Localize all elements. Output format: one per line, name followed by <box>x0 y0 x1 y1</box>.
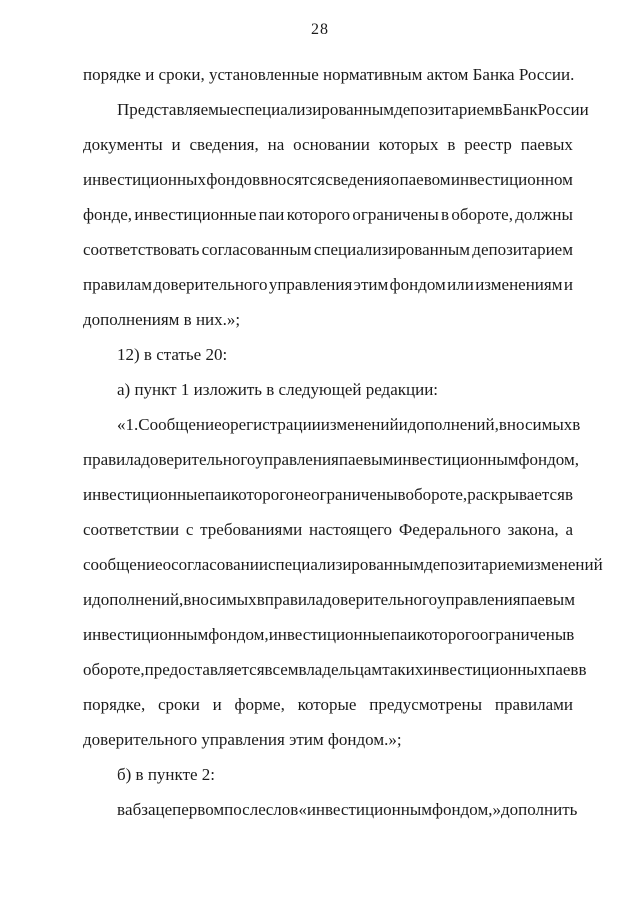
word: доверительного <box>153 275 268 294</box>
word: предусмотрены <box>369 695 483 714</box>
word: Федерального <box>398 520 501 539</box>
word: Банк <box>502 100 538 119</box>
word: в <box>494 100 503 119</box>
word: о <box>221 415 231 434</box>
word: в <box>564 485 573 504</box>
word: вносимых <box>498 415 573 434</box>
text-line: б) в пункте 2: <box>117 765 216 784</box>
text-line <box>83 232 573 267</box>
word: инвестиционные <box>83 485 206 504</box>
word: в <box>397 485 406 504</box>
word: фондом, <box>208 625 269 644</box>
word: обороте, <box>405 485 468 504</box>
word: сведения <box>325 170 391 189</box>
word: в <box>117 800 126 819</box>
word: не <box>294 485 312 504</box>
word: основании <box>293 135 370 154</box>
text-line: порядке и сроки, установленные нормативным актом Банка России. <box>83 65 575 84</box>
word: предоставляется <box>144 660 265 679</box>
word: и <box>212 695 222 714</box>
word: инвестиционном <box>450 170 573 189</box>
text-line: доверительного управления этим фондом.»; <box>83 730 402 749</box>
word: управления <box>268 275 353 294</box>
word: России <box>537 100 589 119</box>
text-line <box>83 267 573 302</box>
text-line <box>83 162 573 197</box>
word: а <box>565 520 573 539</box>
word: вносимых <box>183 590 257 609</box>
word: соответствовать <box>83 240 200 259</box>
word: управления <box>255 450 339 469</box>
word: должны <box>515 205 573 224</box>
word: паев <box>546 660 579 679</box>
word: паи <box>258 205 285 224</box>
word: всем <box>264 660 299 679</box>
word: владельцам <box>298 660 383 679</box>
word: инвестиционные <box>268 625 391 644</box>
word: и <box>398 415 408 434</box>
word: абзаце <box>125 800 173 819</box>
word: слов <box>265 800 299 819</box>
word: специализированным <box>237 100 395 119</box>
word: в <box>447 135 456 154</box>
word: или <box>447 275 474 294</box>
word: и <box>83 590 93 609</box>
word: в <box>441 205 450 224</box>
text-line <box>83 442 579 477</box>
word: документы <box>83 135 163 154</box>
text-line <box>83 547 603 582</box>
word: изменениям <box>475 275 563 294</box>
word: требованиями <box>200 520 303 539</box>
word: ограничены <box>479 625 567 644</box>
word: депозитарием <box>424 555 525 574</box>
word: в <box>578 660 587 679</box>
text-line: дополнениям в них.»; <box>83 310 241 329</box>
word: которого <box>286 205 351 224</box>
word: обороте, <box>451 205 513 224</box>
word: изменений <box>524 555 603 574</box>
word: инвестиционных <box>423 660 547 679</box>
text-line: а) пункт 1 изложить в следующей редакции: <box>117 380 439 399</box>
word: доверительного <box>141 450 256 469</box>
word: инвестиционным <box>83 625 209 644</box>
text-line <box>83 197 573 232</box>
text-line <box>83 407 581 442</box>
word: таких <box>382 660 424 679</box>
word: управления <box>437 590 521 609</box>
word: Представляемые <box>117 100 238 119</box>
word: «инвестиционным <box>298 800 433 819</box>
text-line <box>83 792 578 827</box>
word: и <box>171 135 181 154</box>
word: ограничены <box>311 485 398 504</box>
word: которого <box>230 485 295 504</box>
word: инвестиционных <box>83 170 206 189</box>
word: сроки <box>157 695 200 714</box>
word: вносятся <box>260 170 325 189</box>
word: этим <box>353 275 389 294</box>
word: соответствии <box>83 520 180 539</box>
word: фондов <box>206 170 261 189</box>
word: настоящего <box>308 520 393 539</box>
word: в <box>566 625 575 644</box>
word: депозитарием <box>472 240 573 259</box>
word: дополнить <box>501 800 578 819</box>
word: согласованным <box>201 240 312 259</box>
word: регистрации <box>230 415 321 434</box>
word: которые <box>297 695 357 714</box>
word: первом <box>172 800 225 819</box>
word: паевым <box>520 590 575 609</box>
word: паевом <box>399 170 451 189</box>
word: с <box>185 520 194 539</box>
word: фонде, <box>83 205 133 224</box>
word: фондом, <box>518 450 579 469</box>
word: согласовании <box>171 555 268 574</box>
word: правила <box>83 450 142 469</box>
text-line <box>83 582 573 617</box>
word: инвестиционные <box>134 205 257 224</box>
text-line <box>83 92 589 127</box>
word: раскрывается <box>467 485 565 504</box>
word: порядке, <box>83 695 146 714</box>
word: после <box>224 800 266 819</box>
text-line: 12) в статье 20: <box>117 345 228 364</box>
text-line <box>83 477 573 512</box>
word: сообщение <box>83 555 163 574</box>
word: паевым <box>338 450 394 469</box>
word: фондом <box>389 275 446 294</box>
text-line <box>83 127 573 162</box>
word: паи <box>205 485 231 504</box>
word: форме, <box>234 695 285 714</box>
word: о <box>162 555 172 574</box>
word: депозитарием <box>394 100 495 119</box>
word: ограничены <box>352 205 439 224</box>
word: которого <box>416 625 480 644</box>
word: дополнений, <box>407 415 499 434</box>
word: в <box>572 415 581 434</box>
page-number: 28 <box>311 21 329 38</box>
text-line <box>83 687 573 722</box>
word: инвестиционным <box>393 450 519 469</box>
word: сведения, <box>189 135 259 154</box>
word: «1. <box>117 415 139 434</box>
word: на <box>267 135 285 154</box>
word: изменений <box>320 415 399 434</box>
text-line <box>83 617 573 652</box>
word: дополнений, <box>92 590 184 609</box>
document-body <box>83 57 603 827</box>
word: закона, <box>507 520 559 539</box>
word: фондом,» <box>432 800 501 819</box>
word: паевых <box>520 135 573 154</box>
text-line <box>83 652 587 687</box>
word: в <box>256 590 265 609</box>
word: обороте, <box>83 660 145 679</box>
word: правилам <box>83 275 153 294</box>
word: специализированным <box>267 555 425 574</box>
word: реестр <box>464 135 512 154</box>
word: правилами <box>494 695 573 714</box>
word: доверительного <box>323 590 438 609</box>
word: паи <box>390 625 417 644</box>
word: специализированным <box>313 240 471 259</box>
text-line <box>83 512 573 547</box>
word: Сообщение <box>138 415 222 434</box>
word: которых <box>378 135 439 154</box>
word: и <box>563 275 573 294</box>
word: о <box>390 170 400 189</box>
word: правила <box>264 590 324 609</box>
